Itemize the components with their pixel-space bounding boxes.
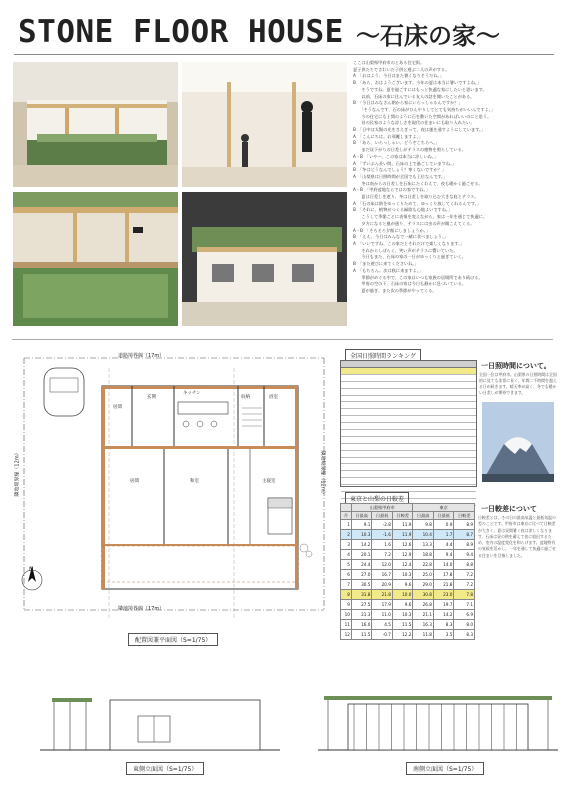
comparison-cell: 8.9 (454, 520, 475, 530)
comparison-cell: 8.9 (454, 540, 475, 550)
comparison-cell: 30.5 (351, 580, 372, 590)
ranking-row (341, 451, 476, 458)
comparison-cell: -1.6 (372, 530, 393, 540)
comparison-cell: 9.4 (454, 550, 475, 560)
model-photo-overview (13, 62, 178, 187)
ranking-row (341, 478, 476, 485)
narrative-line: B 「日中は太陽の光をさえぎって、夜は風を通すようにしています。」 (353, 127, 486, 133)
comparison-cell: 9.6 (392, 580, 413, 590)
comparison-col-header: 日最低 (433, 512, 454, 520)
ranking-row (341, 402, 476, 409)
narrative-line: B 「あら、いらっしゃい。どうぞこちらへ。」 (353, 140, 440, 146)
comparison-cell: 20.9 (372, 580, 393, 590)
plan-road-right-label: 隣地境界線（12m） (319, 450, 326, 497)
ranking-header (341, 361, 476, 368)
title-divider (14, 54, 554, 55)
model-photo-interior (182, 62, 347, 187)
ranking-row (341, 437, 476, 444)
comparison-col-header: 日較差 (392, 512, 413, 520)
comparison-row (341, 600, 475, 610)
page-title: STONE FLOOR HOUSE (18, 14, 344, 50)
comparison-cell: 25.0 (413, 570, 434, 580)
narrative-line: 夕方になると風が通り、テラスには虫の声が聞こえてくる。 (353, 220, 475, 226)
comparison-row (341, 590, 475, 600)
comparison-cell: 12.9 (392, 550, 413, 560)
comparison-col-header: 日最高 (351, 512, 372, 520)
narrative-line: B 「また遊びに来てくださいね。」 (353, 261, 419, 267)
narrative-line: B 「あら、おはようございます。今年の夏は本当に暑いですよね。」 (353, 80, 482, 86)
narrative-line: A・B 「そろそろ夕飯にしましょうか。」 (353, 227, 430, 233)
comparison-cell: 0.9 (433, 520, 454, 530)
comparison-col-header: 月 (341, 512, 352, 520)
comparison-cell: -0.7 (372, 630, 393, 640)
daily-range-title: 一日較差について (481, 505, 537, 513)
comparison-cell: 8.3 (433, 620, 454, 630)
comparison-row (341, 620, 475, 630)
comparison-cell: 6 (341, 570, 352, 580)
narrative-line: B 「ええ、今日はみんなで一緒に食べましょう。」 (353, 234, 449, 240)
comparison-cell: 11.9 (392, 520, 413, 530)
ranking-row (341, 368, 476, 375)
comparison-cell: 21.8 (433, 580, 454, 590)
comparison-cell: 1.6 (372, 540, 393, 550)
comparison-row (341, 520, 475, 530)
comparison-cell: 7.2 (454, 580, 475, 590)
plan-room-kitchen: キッチン (183, 391, 201, 396)
plan-room-entrance: 玄関 (147, 395, 156, 400)
plan-room-bedroom: 主寝室 (262, 479, 276, 484)
comparison-cell: 7 (341, 580, 352, 590)
narrative-line: B 「それに、植物がつくる緑陰も心地よいですね。」 (353, 207, 453, 213)
comparison-cell: 9.4 (433, 550, 454, 560)
comparison-cell: 7.1 (454, 600, 475, 610)
ranking-row (341, 458, 476, 465)
comparison-row (341, 630, 475, 640)
narrative-line: まだ昼下がりの日差しがテラスの植物を照らしている。 (353, 147, 466, 153)
plan-room-room2: 和室 (190, 479, 199, 484)
comparison-cell: 14.0 (433, 560, 454, 570)
narrative-line: A 「山梨県は日照時間が全国でも上位なんです。」 (353, 173, 448, 179)
comparison-cell: 11.5 (351, 630, 372, 640)
narrative-line: A・B 「いやー、この家は本当に涼しいね。」 (353, 153, 439, 159)
plan-room-bath: 浴室 (269, 395, 278, 400)
ranking-table (340, 360, 477, 487)
narrative-line: A 「もちろん。次は秋に来ますよ。」 (353, 267, 424, 273)
narrative-line: それからしばらく、笑い声がテラスに響いていた。 (353, 247, 458, 253)
comparison-cell: 14.2 (351, 540, 372, 550)
narrative-line: こうして季節ごとに表情を変えながら、家は一年を通じて快適に。 (353, 214, 488, 220)
narrative-line: A 「ずいぶん長い間、石床の上で過ごしていますね。」 (353, 160, 457, 166)
comparison-cell: 7.2 (372, 550, 393, 560)
south-elevation-caption: 南側立面図（S=1/75） (406, 762, 484, 775)
comparison-cell: 11.8 (413, 630, 434, 640)
comparison-cell: 5 (341, 560, 352, 570)
sunshine-title: 一日照時間について。 (481, 362, 551, 370)
comparison-cell: 14.2 (433, 610, 454, 620)
ranking-row (341, 396, 476, 403)
narrative-line: 以前、石床の家に住んでいる友人の話を聞いたことがある。 (353, 93, 475, 99)
comparison-cell: 17.8 (433, 570, 454, 580)
comparison-col-header: 日最高 (413, 512, 434, 520)
comparison-cell: 26.8 (413, 600, 434, 610)
east-elevation-caption: 東側立面図（S=1/75） (126, 762, 204, 775)
comparison-cell: 13.3 (413, 540, 434, 550)
comparison-row (341, 530, 475, 540)
comparison-cell: 19.7 (433, 600, 454, 610)
narrative-line: 「そうなんです、石の床がひんやりしてとても気持ちがいいんですよ。」 (353, 106, 496, 112)
comparison-cell: 30.8 (413, 590, 434, 600)
comparison-cell: 27.0 (351, 570, 372, 580)
ranking-row (341, 471, 476, 478)
narrative-line: A 「いいですね、この家だとそれだけで楽しくなります。」 (353, 240, 465, 246)
comparison-cell: 9.6 (392, 600, 413, 610)
ranking-row (341, 409, 476, 416)
comparison-cell: 12.6 (392, 540, 413, 550)
comparison-cell: 8.3 (454, 630, 475, 640)
comparison-cell: 12.4 (392, 560, 413, 570)
comparison-cell: 9.8 (413, 520, 434, 530)
narrative-line: ここは山梨県甲府市のとある住宅街。 (353, 60, 425, 65)
comparison-cell: 21.8 (372, 590, 393, 600)
east-elevation (40, 690, 280, 765)
ranking-row (341, 375, 476, 382)
ranking-row (341, 464, 476, 471)
mount-fuji-photo (482, 402, 554, 482)
comparison-cell: 29.0 (413, 580, 434, 590)
narrative-line: B 「今日はみなさん朝から家にいらっしゃるんですか？」 (353, 100, 463, 106)
comparison-cell: 22.8 (413, 560, 434, 570)
daily-range-text: 日較差とは、その日の最高気温と最低気温の差のことです。甲府市は東京に比べて日較差が大きく、夏は昼間暑く夜は涼しくなります。石床は昼の熱を蓄えて夜に放出するため、室内の温度変化を和らげます。盆地特有の気候を活かし、一年を通して快適に過ごせる住まいを目指しました。 (478, 515, 556, 558)
comparison-cell: 9 (341, 600, 352, 610)
comparison-cell: 11.5 (392, 620, 413, 630)
comparison-cell: 9.1 (351, 520, 372, 530)
narrative-line: そうですね。夏を過ごすにはもっと快適な家にしたいと思います。 (353, 86, 487, 92)
comparison-row (341, 570, 475, 580)
narrative-line: B 「冬はどうなんでしょう？寒くないですか？」 (353, 167, 446, 173)
comparison-cell: 17.9 (372, 600, 393, 610)
plan-room-closet: 収納 (241, 395, 250, 400)
comparison-cell: 24.4 (351, 560, 372, 570)
floor-plan (14, 348, 334, 650)
narrative-line: 夏が過ぎ、また次の季節がやってくる。 (353, 287, 437, 293)
plan-room-living: 居間 (113, 405, 122, 410)
comparison-cell: 8.7 (454, 530, 475, 540)
model-photo-exterior (182, 192, 347, 326)
comparison-cell: 3.5 (433, 630, 454, 640)
comparison-cell: 10.4 (413, 530, 434, 540)
comparison-cell: 1.7 (433, 530, 454, 540)
comparison-cell: 11.0 (372, 610, 393, 620)
comparison-group-header-kofu: 山梨県甲府市 (351, 504, 413, 512)
ranking-row (341, 423, 476, 430)
comparison-row (341, 550, 475, 560)
comparison-cell: 31.8 (351, 590, 372, 600)
section-divider (12, 339, 553, 340)
narrative-line: 夏は日差しを遮り、冬は日差しを取り込む大きな庇とテラス。 (353, 194, 479, 200)
plan-room-room1: 居間 (130, 479, 139, 484)
comparison-cell: 6.9 (454, 610, 475, 620)
comparison-cell: 3 (341, 540, 352, 550)
comparison-cell: 21.1 (413, 610, 434, 620)
comparison-table (340, 503, 475, 640)
comparison-cell: 11.9 (392, 530, 413, 540)
ranking-row (341, 382, 476, 389)
comparison-title: 東京と山梨の日較差 (345, 492, 409, 505)
ranking-row (341, 430, 476, 437)
comparison-cell: 1 (341, 520, 352, 530)
comparison-row (341, 560, 475, 570)
sunshine-text: 全国一位は甲府市。山梨県の日照時間は全国的に見ても非常に長く、年間二千時間を超える日が続きます。晴天率が高く、冬でも暖かい日差しが期待できます。 (479, 372, 557, 395)
comparison-cell: 11 (341, 620, 352, 630)
comparison-cell: 16.7 (372, 570, 393, 580)
narrative-line: A・B 「甲府盆地ならではの家ですね。」 (353, 187, 430, 193)
comparison-cell: -2.8 (372, 520, 393, 530)
comparison-cell: 27.5 (351, 600, 372, 610)
narrative-text (353, 60, 558, 330)
comparison-cell: 16.0 (351, 620, 372, 630)
comparison-row (341, 580, 475, 590)
comparison-col-header: 日較差 (454, 512, 475, 520)
ranking-row (341, 444, 476, 451)
comparison-cell: 12 (341, 630, 352, 640)
comparison-cell: 16.3 (413, 620, 434, 630)
comparison-cell: 8.8 (454, 560, 475, 570)
comparison-cell: 7.2 (454, 570, 475, 580)
plan-road-bottom-label: 隣地境界線（17m） (118, 606, 165, 612)
model-photo-terrace (13, 192, 178, 326)
narrative-line: 今日もまた、石床の家の一日がゆっくりと過ぎていく。 (353, 254, 466, 260)
comparison-group-header-tokyo: 東京 (413, 504, 475, 512)
comparison-row (341, 610, 475, 620)
comparison-cell: 20.1 (351, 550, 372, 560)
south-elevation (318, 690, 558, 765)
narrative-line: A 「おはよう、今日はまた暑くなりそうだね。」 (353, 73, 444, 79)
narrative-line: 昔の民家のような涼しさを現代の住まいにも取り入れたい。 (353, 120, 475, 126)
comparison-cell: 8.0 (454, 620, 475, 630)
narrative-line: 今の住宅にも土間のように石を敷いた空間があればいいのにと思う。 (353, 113, 492, 119)
comparison-cell: 10.3 (392, 610, 413, 620)
page-subtitle: 〜石床の家〜 (356, 21, 500, 50)
ranking-row (341, 389, 476, 396)
comparison-row (341, 540, 475, 550)
ranking-row (341, 416, 476, 423)
narrative-line: 夏子供たちでさわいだ子供と遊ぶ二人の声がする。 (353, 66, 450, 72)
comparison-cell: 10 (341, 610, 352, 620)
comparison-cell: 10.3 (392, 570, 413, 580)
narrative-line: A 「石の床は熱をゆっくりためて、ゆっくり放してくれるんです。」 (353, 200, 481, 206)
comparison-cell: 10.0 (392, 590, 413, 600)
comparison-cell: 12.2 (392, 630, 413, 640)
narrative-line: 甲府の空の下、石床の家は今日も静かに息づいている。 (353, 281, 467, 287)
comparison-col-header: 日最低 (372, 512, 393, 520)
comparison-cell: 21.3 (351, 610, 372, 620)
comparison-cell: 12.0 (372, 560, 393, 570)
comparison-cell: 4.5 (372, 620, 393, 630)
comparison-cell: 4 (341, 550, 352, 560)
comparison-cell: 2 (341, 530, 352, 540)
comparison-cell: 4.4 (433, 540, 454, 550)
narrative-line: 季節がめぐる中で、この家はいつも家族の居場所であり続ける。 (353, 274, 483, 280)
plan-north-label: N (29, 566, 34, 573)
comparison-cell: 23.0 (433, 590, 454, 600)
comparison-month-header (341, 504, 352, 512)
ranking-row (341, 485, 476, 492)
plan-caption: 配置図兼平面図（S=1/75） (128, 633, 218, 646)
narrative-line: A 「こんにちは。お邪魔しますよ。」 (353, 133, 423, 139)
narrative-line: 冬は南からの日差しを石床にたくわえて、夜も暖かく過ごせる。 (353, 180, 483, 186)
comparison-cell: 7.8 (454, 590, 475, 600)
comparison-cell: 18.8 (413, 550, 434, 560)
comparison-cell: 8 (341, 590, 352, 600)
plan-road-top-label: 道路境界線（17m） (118, 353, 165, 359)
ranking-title: 全国日照時間ランキング (345, 349, 421, 362)
comparison-cell: 10.3 (351, 530, 372, 540)
plan-road-left-label: 隣地境界線（12m） (14, 450, 21, 497)
